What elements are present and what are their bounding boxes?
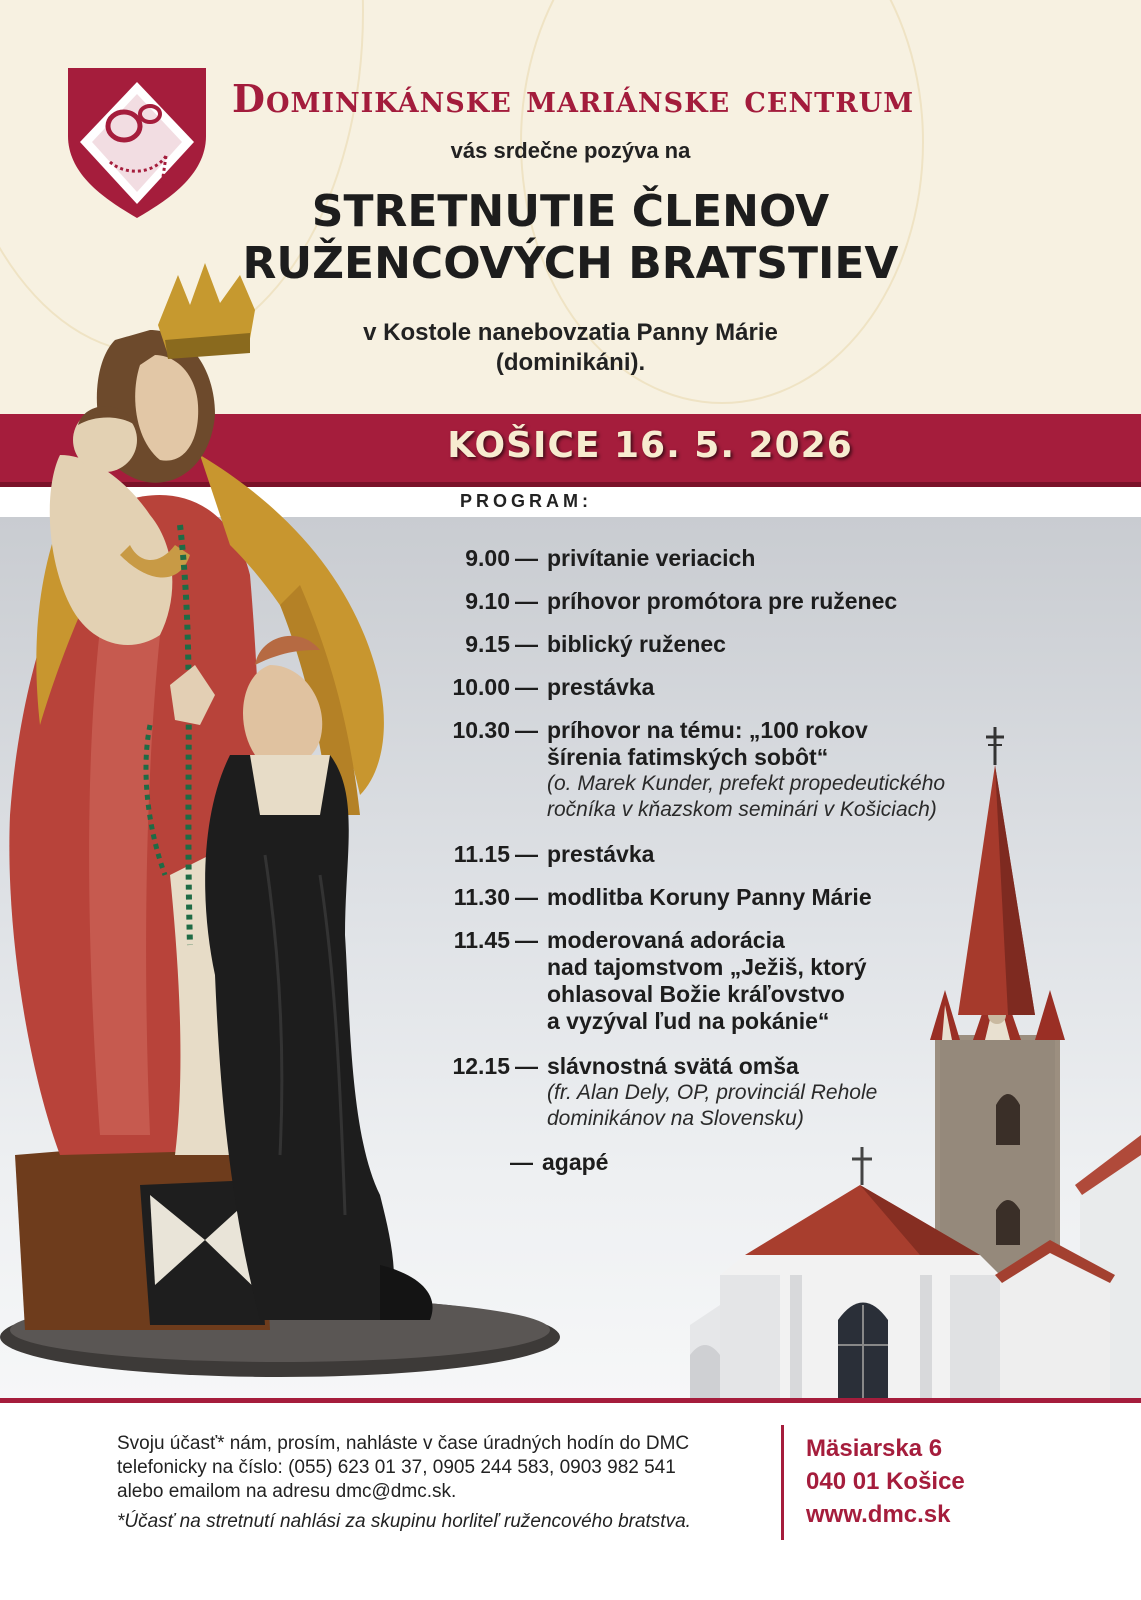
program-text: prestávka <box>547 674 655 700</box>
program-item <box>420 717 1020 841</box>
program-dash: — <box>515 884 538 910</box>
program-time: 11.30 <box>453 884 510 910</box>
program-text: privítanie veriacich <box>547 545 756 571</box>
program-time: 11.45 <box>453 927 510 953</box>
program-item <box>420 841 1020 884</box>
program-note: (o. Marek Kunder, prefekt propedeutického <box>547 772 946 795</box>
program-text: príhovor na tému: „100 rokov <box>547 717 868 743</box>
program-item <box>420 545 1020 588</box>
program-item <box>420 674 1020 717</box>
program-dash: — <box>515 927 538 953</box>
registration-line: Svoju účasť* nám, prosím, nahláste v čase úradných hodín do DMC <box>117 1433 690 1454</box>
program-note: (fr. Alan Dely, OP, provinciál Rehole <box>547 1081 878 1104</box>
program-text: modlitba Koruny Panny Márie <box>547 884 872 910</box>
program-schedule <box>420 545 1020 1189</box>
program-dash: — <box>515 588 538 614</box>
program-item <box>420 588 1020 631</box>
program-text: a vyzýval ľud na pokánie“ <box>547 1008 830 1034</box>
venue-line: v Kostole nanebovzatia Panny Márie <box>363 319 778 346</box>
event-title-line: RUŽENCOVÝCH BRATSTIEV <box>242 238 899 289</box>
program-item <box>420 631 1020 674</box>
program-dash: — <box>515 1053 538 1079</box>
program-label: PROGRAM: <box>460 491 592 511</box>
program-dash: — <box>515 545 538 571</box>
address-street: Mäsiarska 6 <box>806 1435 943 1462</box>
program-time: 9.10 <box>465 588 510 614</box>
program-text: moderovaná adorácia <box>547 927 785 953</box>
footer-vertical-divider <box>781 1425 784 1540</box>
program-time: 10.00 <box>452 674 510 700</box>
event-title-line: STRETNUTIE ČLENOV <box>311 186 830 237</box>
program-text: ohlasoval Božie kráľovstvo <box>547 981 845 1007</box>
program-dash: — <box>515 674 538 700</box>
registration-info <box>117 1432 757 1534</box>
program-item <box>420 884 1020 927</box>
program-dash: — <box>515 717 538 743</box>
address-city: 040 01 Košice <box>806 1468 965 1495</box>
program-time: 9.00 <box>465 545 510 571</box>
program-text: šírenia fatimských sobôt“ <box>547 744 829 770</box>
program-item <box>420 1149 1020 1189</box>
program-note: ročníka v kňazskom seminári v Košiciach) <box>547 798 937 821</box>
website-link[interactable]: www.dmc.sk <box>806 1501 951 1528</box>
program-time: 9.15 <box>465 631 510 657</box>
program-text: príhovor promótora pre ruženec <box>547 588 898 614</box>
program-text: nad tajomstvom „Ježiš, ktorý <box>547 954 867 980</box>
program-text: prestávka <box>547 841 655 867</box>
registration-line: telefonicky na číslo: (055) 623 01 37, 0905 244 583, 0903 982 541 <box>117 1457 676 1478</box>
program-time: 10.30 <box>452 717 510 743</box>
program-item <box>420 1053 1020 1149</box>
program-dash: — <box>510 1149 533 1175</box>
program-text: biblický ruženec <box>547 631 726 657</box>
program-item <box>420 927 1020 1053</box>
program-text: slávnostná svätá omša <box>547 1053 799 1079</box>
program-time: 12.15 <box>452 1053 510 1079</box>
invite-text: vás srdečne pozýva na <box>450 138 691 163</box>
program-time: 11.15 <box>453 841 510 867</box>
program-dash: — <box>515 841 538 867</box>
program-text: agapé <box>542 1149 609 1175</box>
registration-note: *Účasť na stretnutí nahlási za skupinu horliteľ ružencového bratstva. <box>117 1511 691 1532</box>
contact-address <box>806 1432 965 1531</box>
organization-name: Dominikánske mariánske centrum <box>232 76 915 121</box>
program-note: dominikánov na Slovensku) <box>547 1107 804 1130</box>
venue-line: (dominikáni). <box>495 349 646 376</box>
event-date: KOŠICE 16. 5. 2026 <box>447 425 853 466</box>
registration-line: alebo emailom na adresu dmc@dmc.sk. <box>117 1481 457 1502</box>
program-dash: — <box>515 631 538 657</box>
